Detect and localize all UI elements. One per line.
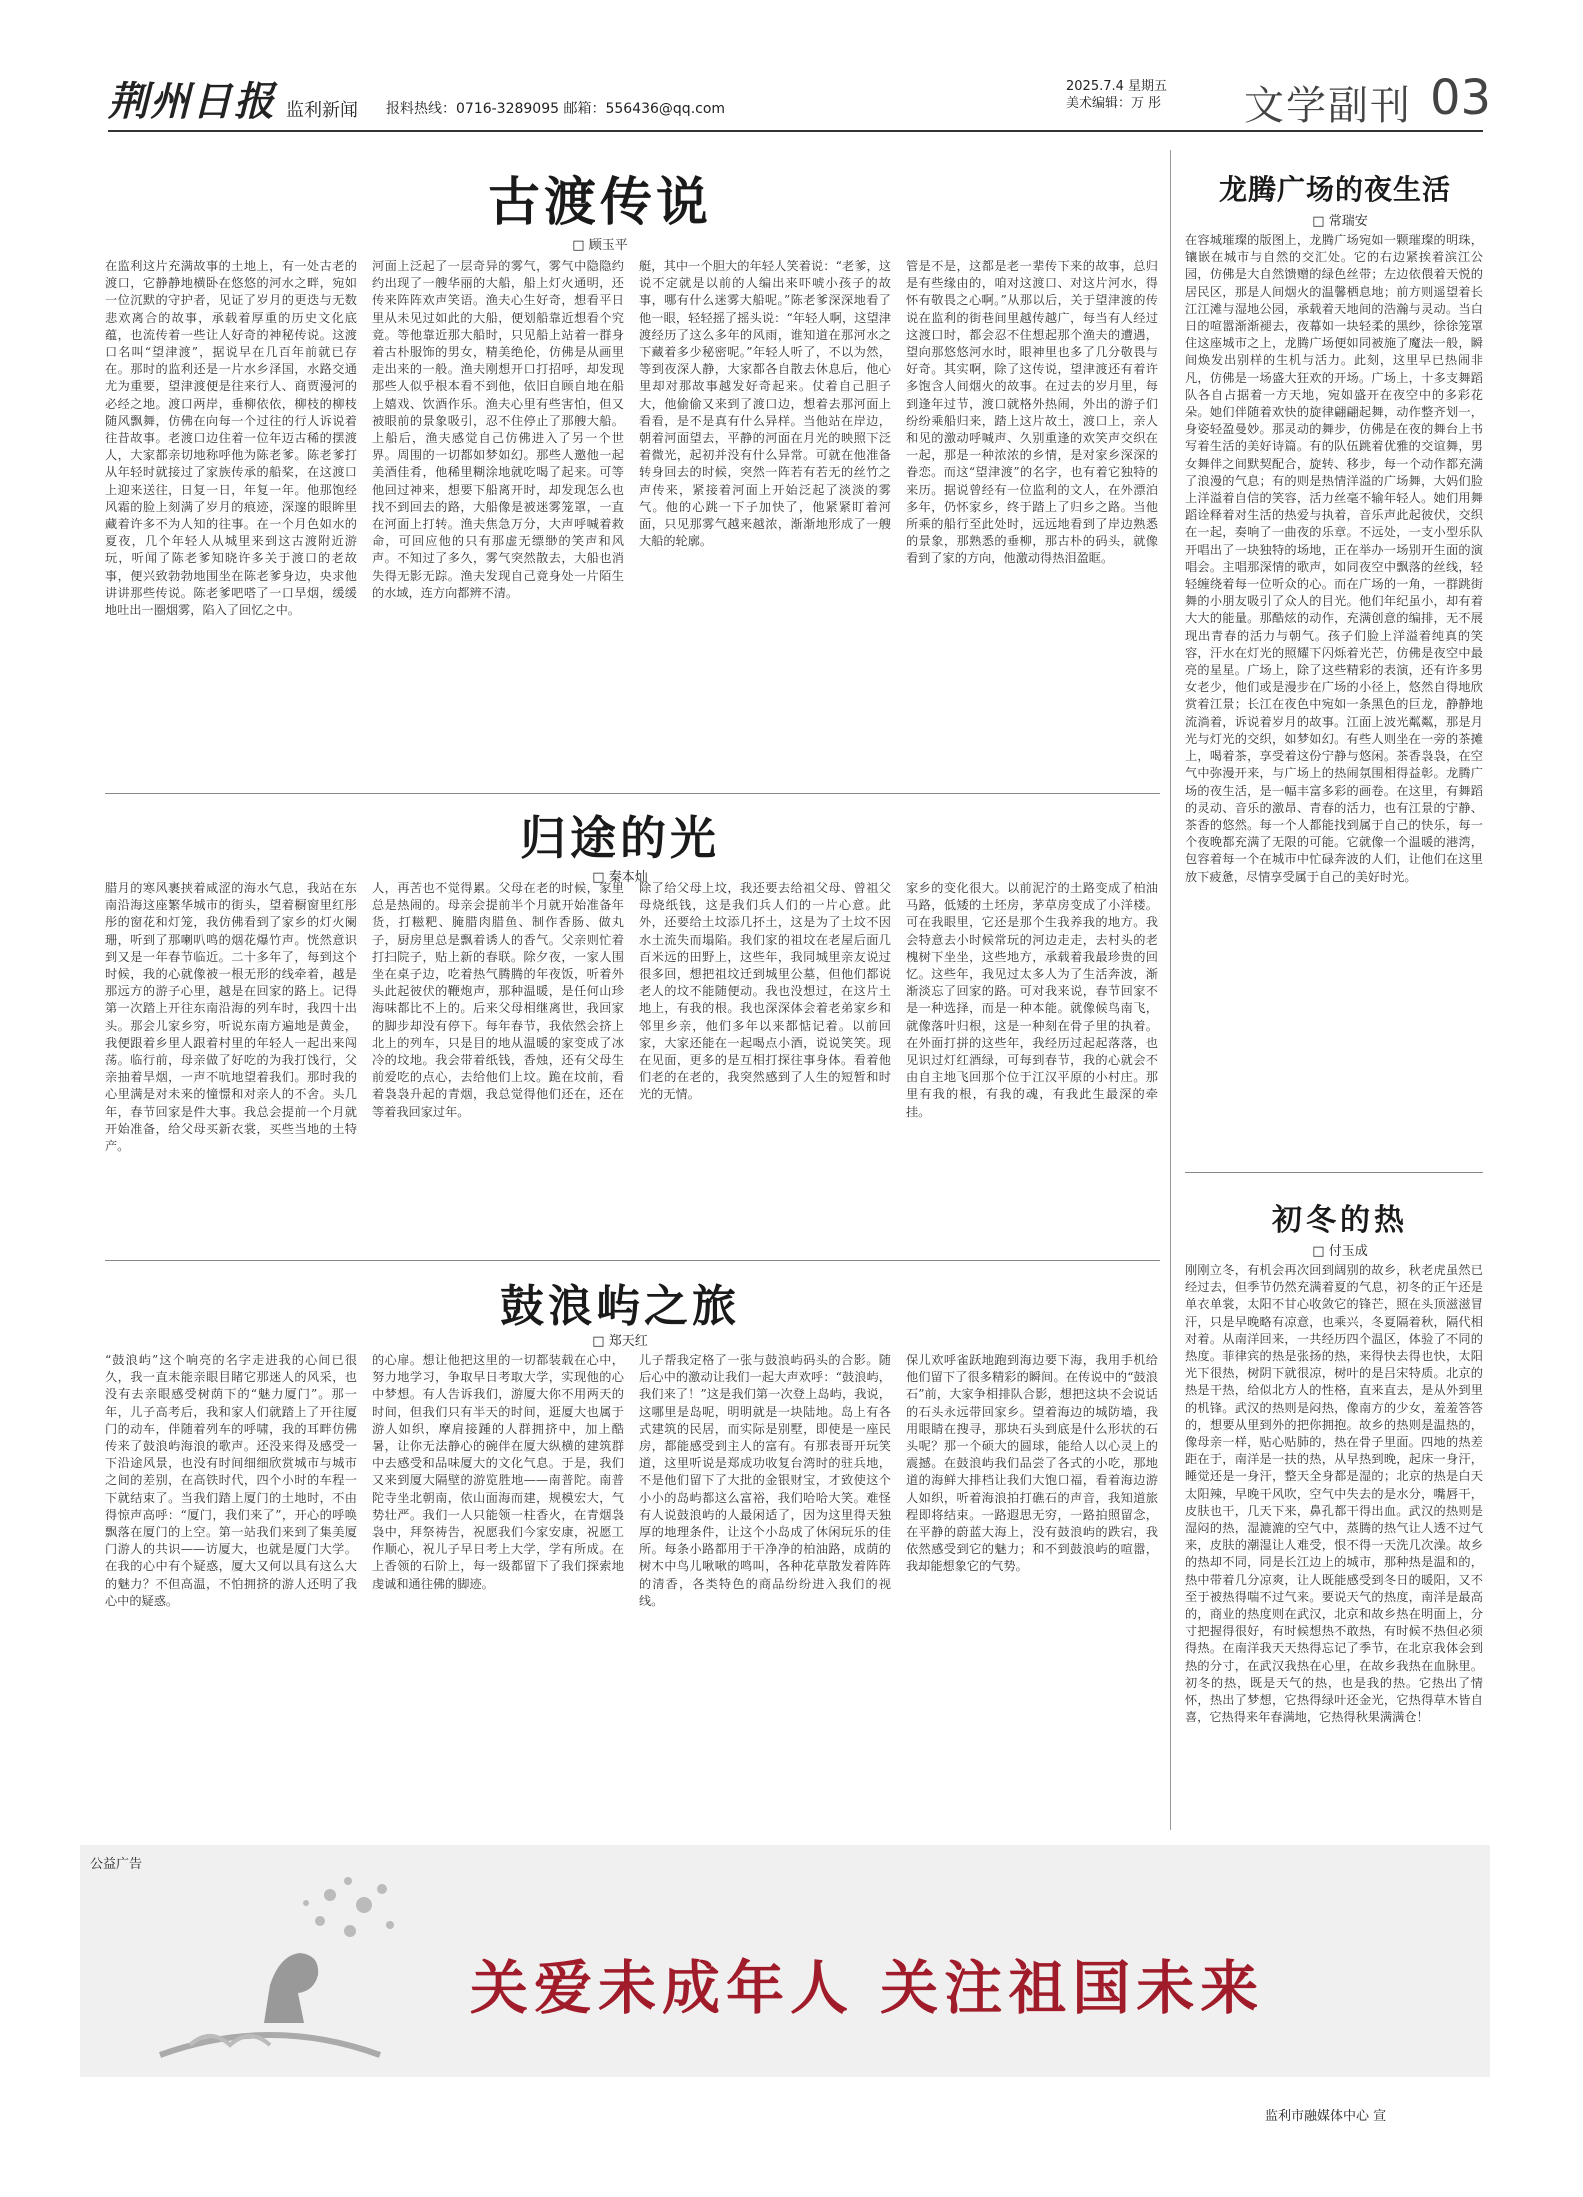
newspaper-logo: 荆州日报: [108, 78, 276, 125]
public-service-ad: [80, 1845, 1490, 2077]
section-divider: [105, 1260, 1160, 1261]
section-name: 监利新闻: [286, 100, 358, 121]
article-byline-guitu: □ 秦本灿: [592, 870, 648, 885]
article-byline-longteng: □ 常瑞安: [1312, 214, 1368, 229]
ad-tag: 公益广告: [90, 1857, 143, 1872]
article-column: 河面上泛起了一层奇异的雾气，雾气中隐隐约约出现了一艘华丽的大船，船上灯火通明，还传来阵阵欢声笑语。渔夫心生好奇，想看平日里从未见过如此的大船，便划船靠近想看个究竟。等他靠近那大船时，只见船上站着一群身着古朴服饰的男女，精美绝伦，仿佛是从画里走出来的一般。渔夫刚想开口打招呼，却发现那些人似乎根本看不到他，依旧自顾自地在船上嬉戏、饮酒作乐。渔夫心里有些害怕，但又被眼前的景象吸引，忍不住停止了那艘大船。上船后，渔夫感觉自己仿佛进入了另一个世界。周围的一切都如梦如幻。那些人邀他一起美酒佳肴，他稀里糊涂地就吃喝了起来。可等他回过神来，想要下船离开时，却发现怎么也找不到回去的路，大船像是被迷雾笼罩，一直在河面上打转。渔夫焦急万分，大声呼喊着救命，可回应他的只有那虚无缥缈的笑声和风声。不知过了多久，雾气突然散去，大船也消失得无影无踪。渔夫发现自己竟身处一片陌生的水域，连方向都辨不清。: [372, 259, 624, 600]
article-column: 在监利这片充满故事的土地上，有一处古老的渡口，它静静地横卧在悠悠的河水之畔，宛如一位沉默的守护者，见证了岁月的更迭与无数悲欢离合的故事，承载着厚重的历史文化底蕴，也流传着一些让人好奇的神秘传说。这渡口名叫“望津渡”，据说早在几百年前就已存在。那时的监利还是一片水乡泽国，水路交通尤为重要，望津渡便是往来行人、商贾漫河的必经之地。渡口两岸，垂柳依依，柳枝的柳枝随风飘舞，仿佛在向每一个过往的行人诉说着往昔故事。老渡口边住着一位年迈古稀的摆渡人，大家都亲切地称呼他为陈老爹。陈老爹打从年轻时就接过了家族传承的船桨，在这渡口上迎来送往，日复一日，年复一年。他那饱经风霜的脸上刻满了岁月的痕迹，深邃的眼眸里藏着许多不为人知的往事。在一个月色如水的夏夜，几个年轻人从城里来到这古渡附近游玩，听闻了陈老爹知晓许多关于渡口的老故事，便兴致勃勃地围坐在陈老爹身边，央求他讲讲那些传说。陈老爹吧嗒了一口旱烟，缓缓地吐出一圈烟雾，陷入了回忆之中。: [105, 259, 357, 618]
article-column: 艇，其中一个胆大的年轻人笑着说：“老爹，这说不定就是以前的人编出来吓唬小孩子的故事，哪有什么迷雾大船呢。”陈老爹深深地看了他一眼，轻轻摇了摇头说：“年轻人啊，这望津渡经历了这么多年的风雨，谁知道在那河水之下藏着多少秘密呢。”年轻人听了，不以为然，等到夜深人静，大家都各自散去休息后，他心里却对那故事越发好奇起来。仗着自己胆子大，他偷偷又来到了渡口边，想着去那河面上看看，是不是真有什么异样。当他站在岸边，朝着河面望去，平静的河面在月光的映照下泛着微光，起初并没有什么异常。可就在他准备转身回去的时候，突然一阵若有若无的丝竹之声传来，紧接着河面上开始泛起了淡淡的雾气。他的心跳一下子加快了，他紧紧盯着河面，只见那雾气越来越浓，渐渐地形成了一艘大船的轮廓。: [639, 259, 891, 549]
article-column: “鼓浪屿”这个响亮的名字走进我的心间已很久，我一直未能亲眼目睹它那迷人的风采，也没有去亲眼感受树荫下的“魅力厦门”。那一年，儿子高考后，我和家人们就踏上了开往厦门的动车，伴随着列车的呼啸，我的耳畔仿佛传来了鼓浪屿海浪的歌声。还没来得及感受一下沿途风景，也没有时间细细欣赏城市与城市之间的差别，在高铁时代，四个小时的车程一下就结束了。当我们踏上厦门的土地时，不由得惊声高呼：“厦门，我们来了”，开心的呼唤飘落在厦门的上空。第一站我们来到了集美厦门游人的共识——访厦大，也就是厦门大学。在我的心中有个疑惑，厦大又何以具有这么大的魅力？不但高温，不怕拥挤的游人还明了我心中的疑惑。: [105, 1353, 357, 1608]
article-column: 除了给父母上坟，我还要去给祖父母、曾祖父母烧纸钱，这是我们兵人们的一片心意。此外，还要给土坟添几抔土，这是为了土坟不因水土流失而塌陷。我们家的祖坟在老屋后面几百米远的田野上，这些年，我同城里亲友说过很多回，想把祖坟迁到城里公墓，但他们都说老人的坟不能随便动。我也没想过，在这片土地上，有我的根。我也深深体会着老弟家乡和邻里乡亲，他们多年以来都惦记着。以前回家，大家还能在一起喝点小酒，说说笑笑。现在见面，更多的是互相打探往事身体。看着他们老的在老的，我突然感到了人生的短暂和时光的无情。: [639, 881, 891, 1102]
article-title-longteng: 龙腾广场的夜生活: [1218, 173, 1451, 206]
masthead: [108, 70, 1492, 132]
article-title-gulang: 鼓浪屿之旅: [500, 1281, 740, 1332]
page-title: 文学副刊: [1244, 83, 1412, 129]
art-editor: 美术编辑：万 彤: [1066, 96, 1162, 111]
article-column: 管是不是，这都是老一辈传下来的故事，总归是有些缘由的，咱对这渡口、对这片河水，得怀有敬畏之心啊。”从那以后，关于望津渡的传说在监利的街巷间里越传越广，每当有人经过这渡口时，都会忍不住想起那个渔夫的遭遇，望向那悠悠河水时，眼神里也多了几分敬畏与好奇。其实啊，除了这传说，望津渡还有着许多饱含人间烟火的故事。在过去的岁月里，每到逢年过节，渡口就格外热闹，外出的游子们纷纷乘船归来，踏上这片故土，渡口上，亲人和见的激动呼喊声、久别重逢的欢笑声交织在一起，那是一种浓浓的乡情，是对家乡深深的眷恋。而这“望津渡”的名字，也有着它独特的来历。据说曾经有一位监利的文人，在外漂泊多年，仍怀家乡，终于踏上了归乡之路。当他所乘的船行至此处时，远远地看到了岸边熟悉的景象，那熟悉的垂柳，那古朴的码头，就像看到了家的方向，他激动得热泪盈眶。: [906, 259, 1158, 566]
ad-credit: 监利市融媒体中心 宣: [1265, 2109, 1387, 2124]
article-column: 人，再苦也不觉得累。父母在老的时候，家里总是热闹的。母亲会提前半个月就开始准备年货，打糍粑、腌腊肉腊鱼、制作香肠、做丸子，厨房里总是飘着诱人的香气。父亲则忙着打扫院子，贴上新的春联。除夕夜，一家人围坐在桌子边，吃着热气腾腾的年夜饭，听着外头此起彼伏的鞭炮声，那种温暖，是任何山珍海味都比不上的。后来父母相继离世，我回家的脚步却没有停下。每年春节，我依然会挤上北上的列车，只是目的地从温暖的家变成了冰冷的坟地。我会带着纸钱，香烛，还有父母生前爱吃的点心，去给他们上坟。跪在坟前，看着袅袅升起的青烟，我总觉得他们还在，还在等着我回家过年。: [372, 881, 624, 1119]
child-bubbles-illustration: [120, 1865, 420, 2075]
section-divider: [105, 793, 1160, 794]
right-column-divider: [1170, 150, 1171, 1830]
page-number: 03: [1430, 70, 1492, 126]
article-title-gudu: 古渡传说: [487, 172, 712, 233]
article-byline-gulang: □ 郑天红: [592, 1334, 648, 1349]
article-byline-chudong: □ 付玉成: [1312, 1244, 1368, 1259]
article-column: 保儿欢呼雀跃地跑到海边要下海，我用手机给他们留下了很多精彩的瞬间。在传说中的“鼓浪石”前，大家争相排队合影，想把这块不会说话的石头永远带回家乡。望着海边的城防墙，我用眼睛在搜寻，那块石头到底是什么形状的石头呢？那一个硕大的圆球，能给人以心灵上的震撼。在鼓浪屿我们品尝了各式的小吃，那地道的海鲜大排档让我们大饱口福，看着海边游人如织，听着海浪拍打礁石的声音，我知道旅程即将结束。一路遐思无穷，一路拍照留念，在平静的蔚蓝大海上，没有鼓浪屿的跌宕，我依然感受到它的魅力；和不到鼓浪屿的喧嚣，我却能想象它的气势。: [906, 1353, 1158, 1574]
hotline-info: 报料热线：0716-3289095 邮箱：556436@qq.com: [386, 101, 726, 117]
article-body-chudong: 刚刚立冬，有机会再次回到阔别的故乡，秋老虎虽然已经过去，但季节仍然充满着夏的气息，初冬的正午还是单衣单裳，太阳不甘心收敛它的锋芒，照在头顶滋滋冒汗，只是早晚略有凉意，也乘兴，冬夏隔着秋，隔代相对着。从南洋回来，一共经历四个温区，体验了不同的热度。菲律宾的热是张扬的热，来得快去得也快，太阳光下很热，树阴下就很凉，树叶的是吕宋特质。北京的热是干热，给似北方人的性格，直来直去，是从外到里的机锋。武汉的热则是闷热，像南方的少女，羞羞答答的，想要从里到外的把你拥抱。故乡的热则是温热的，像母亲一样，贴心贴肺的，热在骨子里面。四地的热差距在于，南洋是一扶的热，从早热到晚，起床一身汗，睡觉还是一身汗，整天全身都是湿的；北京的热是白天太阳辣，早晚干风吹，空气中失去的是水分，嘴唇干，皮肤也干，几天下来，鼻孔都干得出血。武汉的热则是湿闷的热，湿漉漉的空气中，蒸腾的热气让人透不过气来，皮肤的潮湿让人难受，恨不得一天洗几次澡。故乡的热却不同，同是长江边上的城市，那种热是温和的，热中带着几分凉爽，让人既能感受到冬日的暖阳，又不至于被热得喘不过气来。要说天气的热度，南洋是最高的，商业的热度则在武汉，北京和故乡热在明面上，分寸把握得很好，有时候想热不敢热，有时候不热但必须得热。在南洋我天天热得忘记了季节，在北京我体会到热的分寸，在武汉我热在心里，在故乡我热在血脉里。初冬的热，既是天气的热，也是我的热。它热出了情怀，热出了梦想，它热得绿叶还金光，它热得草木皆自喜，它热得来年春满地，它热得秋果满满仓！: [1185, 1263, 1483, 1725]
section-divider: [1185, 1172, 1483, 1173]
article-column: 腊月的寒风裹挟着咸涩的海水气息，我站在东南沿海这座繁华城市的街头，望着橱窗里红彤彤的窗花和灯笼，我仿佛看到了家乡的灯火阑珊，听到了那喇叭鸣的烟花爆竹声。恍然意识到又是一年春节临近。二十多年了，每到这个时候，我的心就像被一根无形的线牵着，越是那远方的游子心里，越是在回家的路上。记得第一次踏上开往东南沿海的列车时，我四十出头。那会儿家乡穷，听说东南方遍地是黄金，我便跟着乡里人跟着村里的年轻人一起出来闯荡。临行前，母亲做了好吃的为我打饯行，父亲抽着旱烟，一声不吭地望着我们。那时我的心里满是对未来的憧憬和对亲人的不舍。头几年，春节回家是件大事。我总会提前一个月就开始准备，给父母买新衣裳，买些当地的土特产。: [105, 881, 357, 1154]
article-column: 的心扉。想让他把这里的一切都装载在心中，努力地学习，争取早日考取大学，实现他的心中梦想。有人告诉我们，游厦大你不用两天的时间，但我们只有半天的时间，逛厦大也属于游人如织，摩肩接踵的人群拥挤中，加上酷暑，让你无法静心的碗伴在厦大纵横的建筑群中去感受和品味厦大的文化气息。于是，我们又来到厦大隔壁的游览胜地——南普陀。南普陀寺坐北朝南，依山面海而建，规模宏大，气势壮严。我们一人只能领一柱香火，在青烟袅袅中，拜祭祷告，祝愿我们今家安康，祝愿工作顺心，祝儿子早日考上大学，学有所成。在上香领的石阶上，每一级都留下了我们探索地虔诚和通往佛的脚迹。: [372, 1353, 624, 1591]
article-title-chudong: 初冬的热: [1272, 1203, 1408, 1238]
article-column: 家乡的变化很大。以前泥泞的土路变成了柏油马路，低矮的土坯房，茅草房变成了小洋楼。可在我眼里，它还是那个生我养我的地方。我会特意去小时候常玩的河边走走，去村头的老槐树下坐坐，这些地方，承载着我最珍贵的回忆。这些年，我见过太多人为了生活奔波，渐渐淡忘了回家的路。可对我来说，春节回家不是一种选择，而是一种本能。就像候鸟南飞，就像落叶归根，这是一种刻在骨子里的执着。在外面打拼的这些年，我经历过起起落落，也见识过灯红酒绿，可每到春节，我的心就会不由自主地飞回那个位于江汉平原的小村庄。那里有我的根，有我的魂，有我此生最深的牵挂。: [906, 881, 1158, 1119]
article-byline-gudu: □ 顾玉平: [572, 238, 628, 253]
article-body-longteng: 在容城璀璨的版图上，龙腾广场宛如一颗璀璨的明珠，镶嵌在城市与自然的交汇处。它的右边紧挨着滨江公园，仿佛是大自然馈赠的绿色丝带；左边依偎着天悦的居民区，那是人间烟火的温馨栖息地；前方则遥望着长江江滩与湿地公园，承载着天地间的浩瀚与灵动。当白日的喧嚣渐渐褪去，夜幕如一块轻柔的黑纱，徐徐笼罩住这座城市之上，龙腾广场便如同被施了魔法一般，瞬间焕发出别样的生机与活力。此刻，这里早已热闹非凡，仿佛是一场盛大狂欢的开场。广场上，十多支舞蹈队各自占据着一方天地，宛如盛开在夜空中的多彩花朵。她们伴随着欢快的旋律翩翩起舞，动作整齐划一，身姿轻盈曼妙。那灵动的舞步，仿佛是在夜的舞台上书写着生活的美好诗篇。有的队伍跳着优雅的交谊舞，男女舞伴之间默契配合，旋转、移步，每一个动作都充满了浪漫的气息；有的则是热情洋溢的广场舞，大妈们脸上洋溢着自信的笑容，活力丝毫不输年轻人。她们用舞蹈诠释着对生活的热爱与执着，音乐声此起彼伏，交织在一起，奏响了一曲夜的乐章。不远处，一支小型乐队开唱出了一块独特的场地，正在举办一场别开生面的演唱会。主唱那深情的歌声，如同夜空中飘落的丝线，轻轻缠绕着每一位听众的心。而在广场的一角，一群跳街舞的小朋友吸引了众人的目光。他们年纪虽小，却有着大大的能量。那酷炫的动作，充满创意的编排，无不展现出青春的活力与朝气。孩子们脸上洋溢着纯真的笑容，汗水在灯光的照耀下闪烁着光芒，仿佛是夜空中最亮的星星。广场上，除了这些精彩的表演，还有许多男女老少，他们或是漫步在广场的小径上，悠然自得地欣赏着江景；长江在夜色中宛如一条黑色的巨龙，静静地流淌着，诉说着岁月的故事。江面上波光粼粼，那是月光与灯光的交织，如梦如幻。有些人则坐在一旁的茶摊上，喝着茶，享受着这份宁静与悠闲。茶香袅袅，在空气中弥漫开来，与广场上的热闹氛围相得益彰。龙腾广场的夜生活，是一幅丰富多彩的画卷。在这里，有舞蹈的灵动、音乐的激昂、青春的活力，也有江景的宁静、茶香的悠然。每一个人都能找到属于自己的快乐，每一个夜晚都充满了无限的可能。它就像一个温暖的港湾，包容着每一个在城市中忙碌奔波的人们，让他们在这里放下疲惫，尽情享受属于自己的美好时光。: [1185, 233, 1483, 884]
issue-date: 2025.7.4 星期五: [1066, 79, 1168, 94]
article-column: 儿子帮我定格了一张与鼓浪屿码头的合影。随后心中的激动让我们一起大声欢呼：“鼓浪屿，我们来了！”这是我们第一次登上岛屿，我说，这哪里是岛呢，明明就是一块陆地。岛上有各式建筑的民居，而实际是别墅，即使是一座民房，都能感受到主人的富有。有那表哥开玩笑道，这里听说是郑成功收复台湾时的驻兵地，不是他们留下了大批的金银财宝，才致使这个小小的岛屿都这么富裕，我们哈哈大笑。难怪有人说鼓浪屿的人最闲适了，因为这里得天独厚的地理条件，让这个小岛成了休闲玩乐的佳所。每条小路都用于干净净的柏油路，成荫的树木中鸟儿啾啾的鸣叫，各种花草散发着阵阵的清香，各类特色的商品纷纷进入我们的视线。: [639, 1353, 891, 1608]
article-title-guitu: 归途的光: [520, 811, 720, 865]
ad-slogan: 关爱未成年人 关注祖国未来: [470, 1954, 1265, 2022]
date-editor-box: [1066, 78, 1167, 112]
